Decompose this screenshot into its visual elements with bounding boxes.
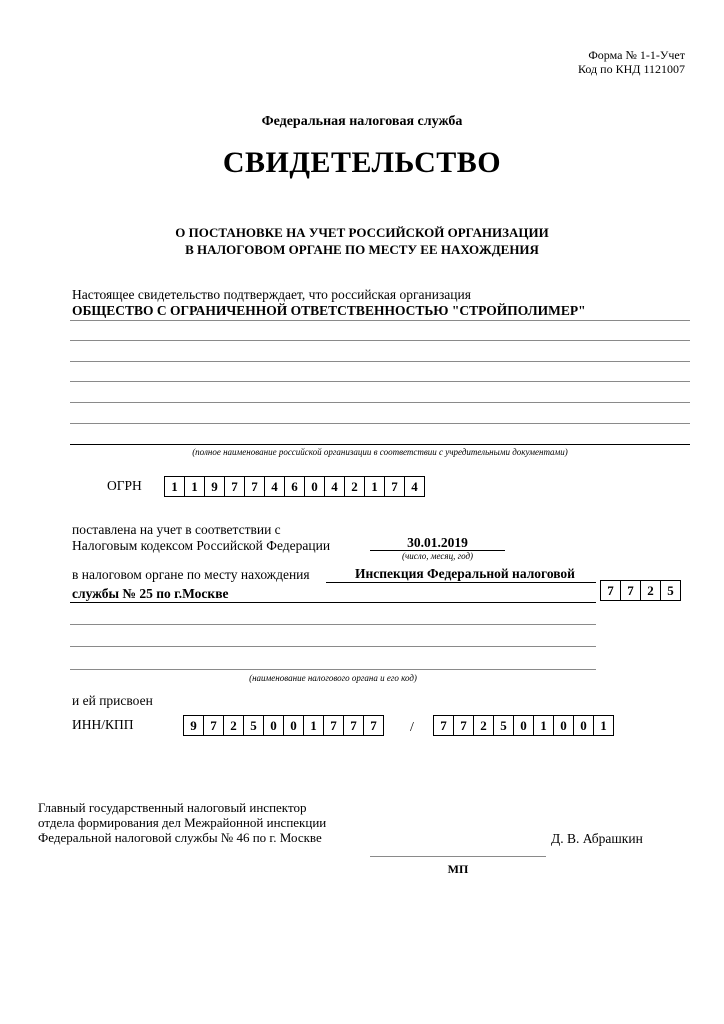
kpp-digit: 2 [473,715,494,736]
inn-digit: 7 [343,715,364,736]
tax-authority-code-digit: 7 [600,580,621,601]
inn-digit: 0 [283,715,304,736]
inn-digit: 9 [183,715,204,736]
inn-kpp-label: ИНН/КПП [72,717,134,732]
ogrn-digit: 1 [184,476,205,497]
inn-digit: 2 [223,715,244,736]
name-line-6 [70,423,690,424]
tax-authority-code-digit: 5 [660,580,681,601]
name-line-4 [70,381,690,382]
tax-authority-prefix: в налоговом органе по месту нахождения [72,567,310,582]
tax-authority-line-3 [70,624,596,625]
ogrn-digit: 4 [324,476,345,497]
signatory-line-2: отдела формирования дел Межрайонной инспекции [38,815,327,830]
tax-authority-line-2 [70,602,596,603]
kpp-digit: 0 [513,715,534,736]
inn-cells [183,715,383,736]
kpp-digit: 5 [493,715,514,736]
signatory-position [38,800,326,845]
ogrn-cells [164,476,424,497]
inn-digit: 7 [323,715,344,736]
assigned-label: и ей присвоен [72,693,153,708]
tax-authority-name-line-2: службы № 25 по г.Москве [72,586,229,601]
ogrn-digit: 7 [384,476,405,497]
inn-digit: 7 [363,715,384,736]
tax-authority-line-4 [70,646,596,647]
confirmation-intro: Настоящее свидетельство подтверждает, что российская организация [72,287,471,302]
inn-kpp-separator: / [410,720,414,735]
tax-authority-code-digit: 2 [640,580,661,601]
ogrn-digit: 4 [264,476,285,497]
ogrn-digit: 2 [344,476,365,497]
ogrn-digit: 4 [404,476,425,497]
form-number: Форма № 1-1-Учет [588,48,685,62]
inn-digit: 5 [243,715,264,736]
ogrn-digit: 7 [244,476,265,497]
kpp-digit: 0 [553,715,574,736]
ogrn-digit: 1 [364,476,385,497]
knd-code: Код по КНД 1121007 [578,62,685,76]
kpp-digit: 1 [533,715,554,736]
name-line-bottom [70,444,690,445]
tax-authority-line-5 [70,669,596,670]
name-line-3 [70,361,690,362]
registration-line-1: поставлена на учет в соответствии с [72,522,281,537]
inn-digit: 7 [203,715,224,736]
tax-authority-caption: (наименование налогового органа и его код) [249,673,417,683]
name-line-1 [70,320,690,321]
signatory-line-1: Главный государственный налоговый инспектор [38,800,307,815]
tax-authority-line-1 [326,582,596,583]
kpp-digit: 7 [433,715,454,736]
kpp-cells [433,715,613,736]
name-line-2 [70,340,690,341]
kpp-digit: 7 [453,715,474,736]
ogrn-digit: 6 [284,476,305,497]
name-line-5 [70,402,690,403]
registration-date: 30.01.2019 [407,535,468,550]
tax-authority-code-cells [600,580,680,601]
kpp-digit: 0 [573,715,594,736]
form-code-block [578,48,685,76]
tax-authority-name-line-1: Инспекция Федеральной налоговой [355,566,575,581]
organization-name: ОБЩЕСТВО С ОГРАНИЧЕННОЙ ОТВЕТСТВЕННОСТЬЮ "СТРОЙПОЛИМЕР" [72,303,586,318]
inn-digit: 0 [263,715,284,736]
ogrn-label: ОГРН [107,478,142,493]
document-title: СВИДЕТЕЛЬСТВО [222,146,502,179]
signature-line [370,856,546,857]
tax-authority-code-digit: 7 [620,580,641,601]
inn-digit: 1 [303,715,324,736]
stamp-label: МП [447,862,469,876]
ogrn-digit: 1 [164,476,185,497]
ogrn-digit: 0 [304,476,325,497]
ogrn-digit: 9 [204,476,225,497]
registration-line-2: Налоговым кодексом Российской Федерации [72,538,331,553]
subtitle-line-2: В НАЛОГОВОМ ОРГАНЕ ПО МЕСТУ ЕЕ НАХОЖДЕНИЯ [185,242,539,257]
signatory-name: Д. В. Абрашкин [551,831,643,846]
subtitle-line-1: О ПОСТАНОВКЕ НА УЧЕТ РОССИЙСКОЙ ОРГАНИЗАЦИИ [175,225,549,240]
ogrn-digit: 7 [224,476,245,497]
signatory-line-3: Федеральной налоговой службы № 46 по г. Москве [38,830,322,845]
date-caption: (число, месяц, год) [401,551,474,561]
agency-name: Федеральная налоговая служба [261,114,463,129]
organization-name-caption: (полное наименование российской организации в соответствии с учредительными документами) [192,447,568,457]
kpp-digit: 1 [593,715,614,736]
